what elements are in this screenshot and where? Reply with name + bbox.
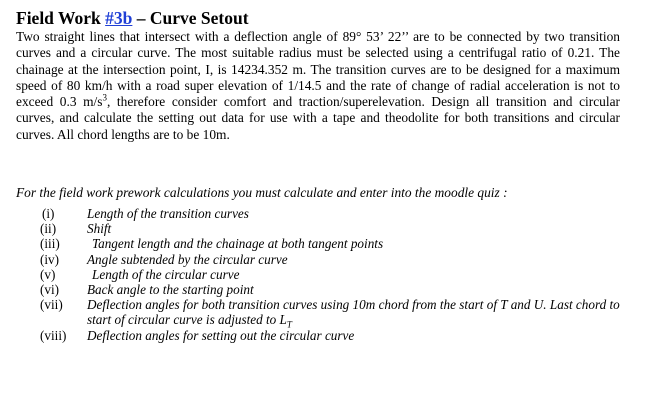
list-item: [0, 252, 658, 267]
list-item: [0, 267, 658, 282]
title-prefix: Field Work: [16, 8, 106, 28]
list-item: [0, 328, 658, 343]
item-text: Tangent length and the chainage at both tangent points: [92, 236, 384, 252]
list-item: [0, 297, 658, 328]
list-item: [0, 221, 658, 236]
exponent: 3: [102, 92, 107, 103]
item-text: Shift: [87, 221, 112, 237]
calculation-list: [0, 206, 658, 343]
item-text: Deflection angles for both transition curves using 10m chord from the start of T and U. Last chord to start of circular curve is adjusted to L: [87, 297, 620, 328]
item-text: Length of the transition curves: [87, 206, 249, 221]
prework-instructions: For the field work prework calculations you must calculate and enter into the moodle quiz :: [16, 185, 508, 200]
item-text: Length of the circular curve: [92, 266, 240, 282]
problem-text-part2: , therefore consider comfort and traction/superelevation. Design all transition and circular curves, and calculate the setting out data for use with a tape and theodolite for both transitions and circular curves. All chord lengths are to be 10m.: [16, 94, 620, 142]
problem-statement: [16, 29, 620, 143]
item-number: (ii): [40, 221, 57, 237]
item-text-wrap: [87, 297, 627, 330]
item-text: Angle subtended by the circular curve: [87, 251, 288, 267]
page-title: [16, 8, 249, 28]
problem-text-part1: Two straight lines that intersect with a deflection angle of 89° 53’ 22’’ are to be connected by two transition curves and a circular curve. The most suitable radius must be selected using a centrifugal ratio of 0.21. The chainage at the intersection point, I, is 14234.352 m. The transition curves are to be designed for a maximum speed of 80 km/h with a road super elevation of 1/14.5 and the rate of change of radial acceleration is not to exceed 0.3 m/s: [16, 29, 620, 109]
item-number: (v): [40, 266, 56, 282]
title-suffix: – Curve Setout: [132, 8, 249, 28]
item-number: (iv): [40, 251, 60, 267]
item-text: Back angle to the starting point: [87, 281, 254, 297]
item-number: (viii): [40, 327, 67, 343]
item-number: (vii): [40, 297, 63, 313]
item-number: (i): [42, 206, 55, 221]
item-text: Deflection angles for setting out the circular curve: [87, 327, 355, 343]
field-work-reference-link[interactable]: #3b: [105, 8, 133, 28]
item-number: (iii): [40, 236, 60, 252]
item-number: (vi): [40, 281, 60, 297]
list-item: [0, 236, 658, 251]
item-subscript: T: [286, 319, 292, 330]
list-item: [0, 206, 658, 221]
list-item: [0, 282, 658, 297]
